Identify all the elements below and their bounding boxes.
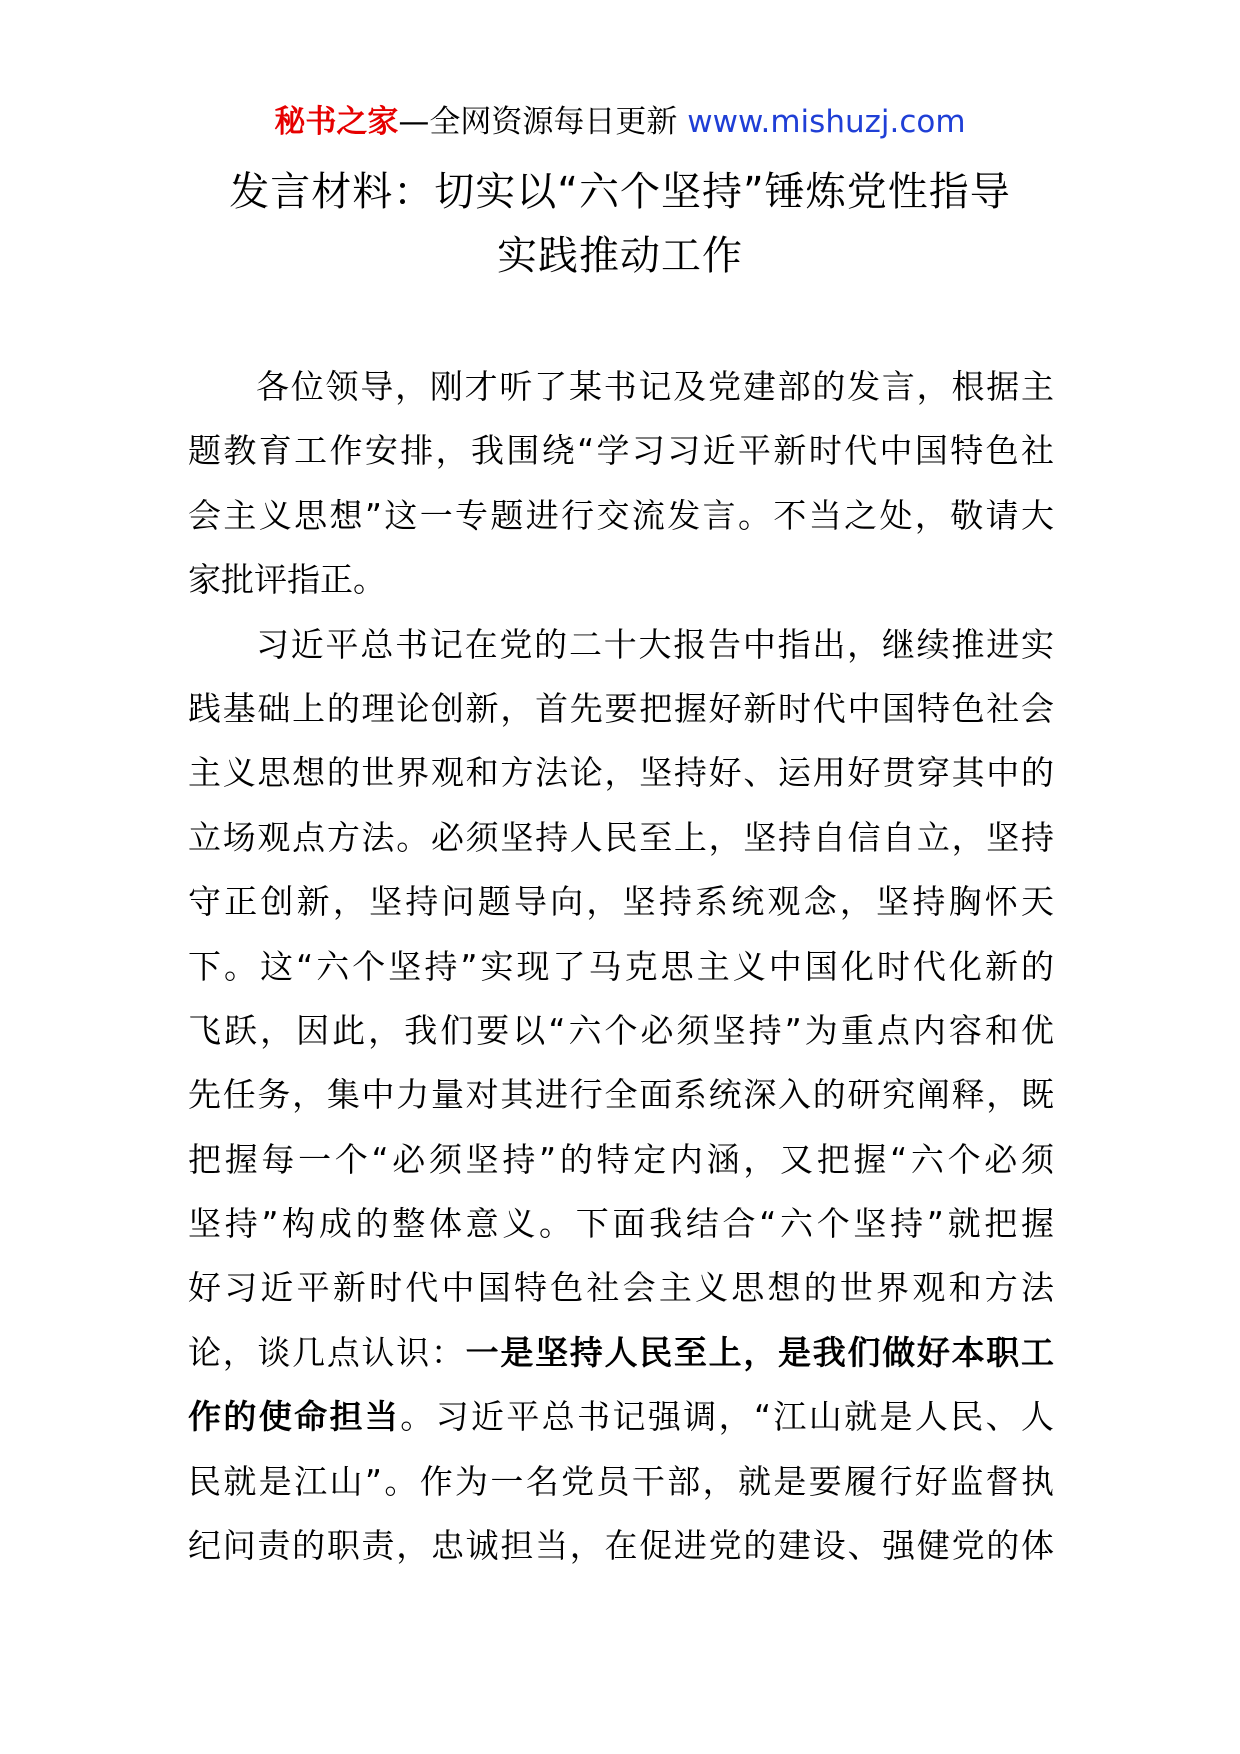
text-line: 践基础上的理论创新，首先要把握好新时代中国特色社会 — [188, 688, 1054, 728]
text-line: 先任务，集中力量对其进行全面系统深入的研究阐释，既 — [188, 1075, 1054, 1115]
text-line — [188, 1321, 1054, 1385]
text-segment: 。习近平总书记强调，“江山就是人民、人 — [400, 1397, 1054, 1437]
title-line-1: 发言材料：切实以“六个坚持”锤炼党性指导 — [229, 169, 1011, 215]
bold-heading-segment: 一是坚持人民至上，是我们做好本职工 — [465, 1332, 1055, 1372]
text-line: 会主义思想”这一专题进行交流发言。不当之处，敬请大 — [188, 495, 1054, 535]
text-line: 好习近平新时代中国特色社会主义思想的世界观和方法 — [188, 1268, 1054, 1308]
text-line: 纪问责的职责，忠诚担当，在促进党的建设、强健党的体 — [188, 1526, 1054, 1566]
brand-name: 秘书之家 — [274, 104, 399, 140]
text-line: 主义思想的世界观和方法论，坚持好、运用好贯穿其中的 — [188, 753, 1054, 793]
text-line: 立场观点方法。必须坚持人民至上，坚持自信自立，坚持 — [188, 817, 1054, 857]
bold-heading-segment: 作的使命担当 — [188, 1397, 401, 1437]
text-line: 习近平总书记在党的二十大报告中指出，继续推进实 — [256, 624, 1054, 664]
text-line: 把握每一个“必须坚持”的特定内涵，又把握“六个必须 — [188, 1139, 1054, 1179]
text-line: 坚持”构成的整体意义。下面我结合“六个坚持”就把握 — [188, 1204, 1054, 1244]
document-title — [150, 160, 1090, 288]
text-line — [188, 1385, 1054, 1449]
site-url[interactable]: www.mishuzj.com — [687, 104, 966, 140]
text-line: 守正创新，坚持问题导向，坚持系统观念，坚持胸怀天 — [188, 882, 1054, 922]
document-body — [188, 355, 1054, 1578]
text-line: 下。这“六个坚持”实现了马克思主义中国化时代化新的 — [188, 946, 1054, 986]
paragraph-1 — [188, 355, 1054, 613]
site-header — [0, 100, 1240, 144]
text-line: 题教育工作安排，我围绕“学习习近平新时代中国特色社 — [188, 431, 1054, 471]
header-slogan: —全网资源每日更新 — [398, 104, 688, 140]
text-segment: 论，谈几点认识： — [188, 1332, 466, 1372]
text-line: 家批评指正。 — [188, 560, 386, 600]
text-line: 飞跃，因此，我们要以“六个必须坚持”为重点内容和优 — [188, 1010, 1054, 1050]
text-line: 各位领导，刚才听了某书记及党建部的发言，根据主 — [256, 367, 1054, 406]
paragraph-2 — [188, 613, 1054, 1579]
title-line-2: 实践推动工作 — [497, 233, 743, 279]
text-line: 民就是江山”。作为一名党员干部，就是要履行好监督执 — [188, 1461, 1054, 1501]
